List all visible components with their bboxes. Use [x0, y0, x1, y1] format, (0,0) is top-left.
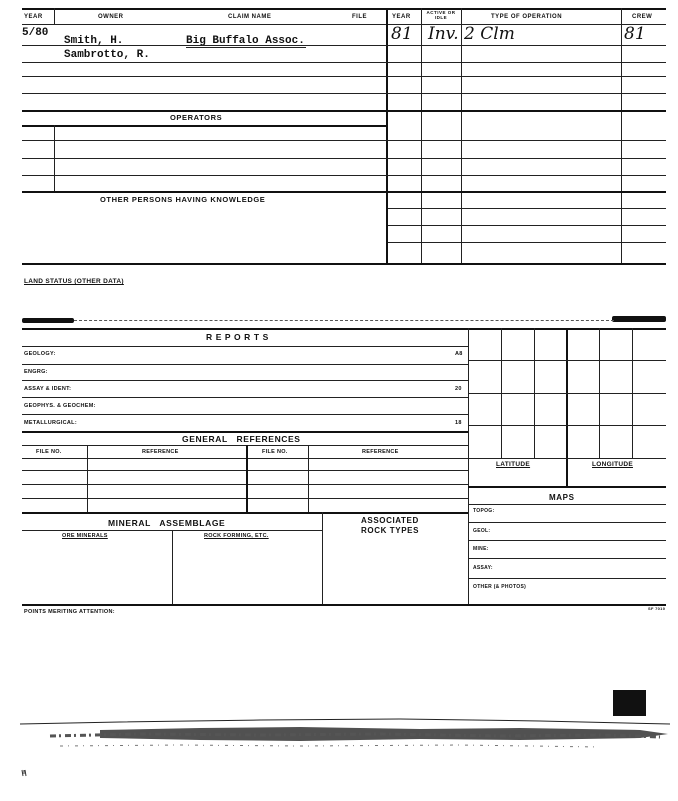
maps-line-2 [468, 540, 666, 541]
scan-bar-right [612, 316, 666, 322]
entry-handwritten-operation: Inv. 2 Clm [428, 24, 515, 44]
report-label-metallurgical: METALLURGICAL: [24, 420, 77, 426]
other-persons-line-2 [388, 225, 666, 226]
entry-handwritten-crew: 81 [624, 24, 646, 44]
ore-minerals-label: ORE MINERALS [62, 533, 108, 539]
report-code-geology: A8 [455, 351, 463, 357]
top-table-top-border [22, 8, 666, 10]
lower-top-dashed [74, 320, 614, 321]
maps-heading: MAPS [549, 493, 575, 502]
operators-left-sep [54, 125, 55, 192]
mineral-col-sep [172, 530, 173, 605]
other-persons-top-border [22, 191, 666, 193]
gen-ref-line-3 [22, 484, 468, 485]
report-line-1 [22, 364, 468, 365]
grid-row-2 [468, 393, 666, 394]
owner-row-line-3 [22, 76, 666, 77]
header-file: FILE [352, 14, 367, 20]
maps-item-geol: GEOL: [473, 528, 491, 534]
rock-types-left-border [322, 512, 323, 605]
report-code-assay: 20 [455, 386, 462, 392]
lower-block-top-border [22, 328, 666, 330]
header-claim-name: CLAIM NAME [228, 14, 272, 20]
scan-noise-strip [0, 690, 678, 800]
gen-ref-bottom-line [22, 512, 468, 514]
owner-row-line-2 [22, 62, 666, 63]
rock-forming-label: ROCK FORMING, ETC. [204, 533, 269, 539]
gen-ref-col-file-no-2: FILE NO. [262, 449, 288, 455]
gen-ref-line-2 [22, 470, 468, 471]
longitude-label: LONGITUDE [592, 461, 633, 468]
report-label-geophys: GEOPHYS. & GEOCHEM: [24, 403, 96, 409]
scan-bar-left [22, 318, 74, 323]
header-type-of-operation: TYPE OF OPERATION [491, 14, 563, 20]
grid-row-1 [468, 360, 666, 361]
operators-heading-border [22, 125, 387, 127]
entry-claim-name: Big Buffalo Assoc. [186, 35, 305, 47]
land-status-label: LAND STATUS (OTHER DATA) [24, 278, 124, 285]
header-active-or-idle: ACTIVE OR IDLE [426, 10, 456, 20]
owner-row-line-4 [22, 93, 666, 94]
gen-ref-sep-2 [246, 445, 248, 512]
operators-top-border [22, 110, 666, 112]
grid-row-3 [468, 425, 666, 426]
maps-item-mine: MINE: [473, 546, 489, 552]
gen-ref-sep-1 [87, 445, 88, 512]
operators-line-3 [22, 175, 666, 176]
maps-line-4 [468, 578, 666, 579]
gen-ref-col-reference-2: REFERENCE [362, 449, 399, 455]
gen-ref-col-file-no-1: FILE NO. [36, 449, 62, 455]
report-label-engrg: ENGRG: [24, 369, 48, 375]
reports-heading: R E P O R T S [206, 332, 269, 342]
maps-item-other: OTHER (& PHOTOS) [473, 584, 527, 590]
report-label-geology: GEOLOGY: [24, 351, 56, 357]
operators-heading: OPERATORS [170, 113, 223, 122]
maps-item-topog: TOPOG: [473, 508, 495, 514]
entry-handwritten-year: 81 [391, 24, 413, 44]
grid-col-3 [566, 328, 568, 486]
maps-line-1 [468, 522, 666, 523]
header-owner: OWNER [98, 14, 124, 20]
other-persons-heading: OTHER PERSONS HAVING KNOWLEDGE [100, 195, 266, 204]
latitude-label: LATITUDE [496, 461, 531, 468]
header-year-2: YEAR [392, 14, 411, 20]
general-references-heading: GENERAL REFERENCES [182, 434, 301, 444]
maps-item-assay: ASSAY: [473, 565, 493, 571]
rock-types-label: ROCK TYPES [361, 526, 420, 535]
scan-black-square [613, 690, 646, 716]
reports-right-border [468, 328, 469, 605]
claim-underline [186, 47, 306, 48]
header-bottom-line [22, 24, 666, 25]
other-persons-line-3 [388, 242, 666, 243]
other-persons-line-1 [388, 208, 666, 209]
report-line-2 [22, 380, 468, 381]
report-line-4 [22, 414, 468, 415]
entry-owner-2: Sambrotto, R. [64, 49, 150, 61]
gen-ref-line-1 [22, 458, 468, 459]
maps-line-3 [468, 558, 666, 559]
coordinates-bottom-line [468, 486, 666, 488]
header-crew: CREW [632, 14, 653, 20]
entry-owner-1: Smith, H. [64, 35, 124, 47]
owner-row-line-1 [22, 45, 666, 46]
operators-line-2 [22, 158, 666, 159]
mineral-assemblage-heading: MINERAL ASSEMBLAGE [108, 518, 226, 528]
header-year: YEAR [24, 14, 43, 20]
entry-year: 5/80 [22, 27, 49, 39]
associated-label: ASSOCIATED [361, 516, 419, 525]
report-code-metallurgical: 18 [455, 420, 462, 426]
col-sep-year [54, 8, 55, 24]
general-references-heading-line [22, 445, 468, 446]
form-code: SF 7010 [648, 606, 666, 611]
gen-ref-line-4 [22, 498, 468, 499]
maps-heading-line [468, 504, 666, 505]
gen-ref-col-reference-1: REFERENCE [142, 449, 179, 455]
reports-heading-line [22, 346, 468, 347]
grid-row-4 [468, 458, 666, 459]
top-table-bottom-border [22, 263, 666, 265]
gen-ref-sep-3 [308, 445, 309, 512]
report-line-3 [22, 397, 468, 398]
points-meriting-label: POINTS MERITING ATTENTION: [24, 609, 115, 615]
report-bottom-line [22, 431, 468, 433]
report-label-assay: ASSAY & IDENT: [24, 386, 72, 392]
operators-line-1 [22, 140, 666, 141]
lower-block-bottom-border [22, 604, 666, 606]
